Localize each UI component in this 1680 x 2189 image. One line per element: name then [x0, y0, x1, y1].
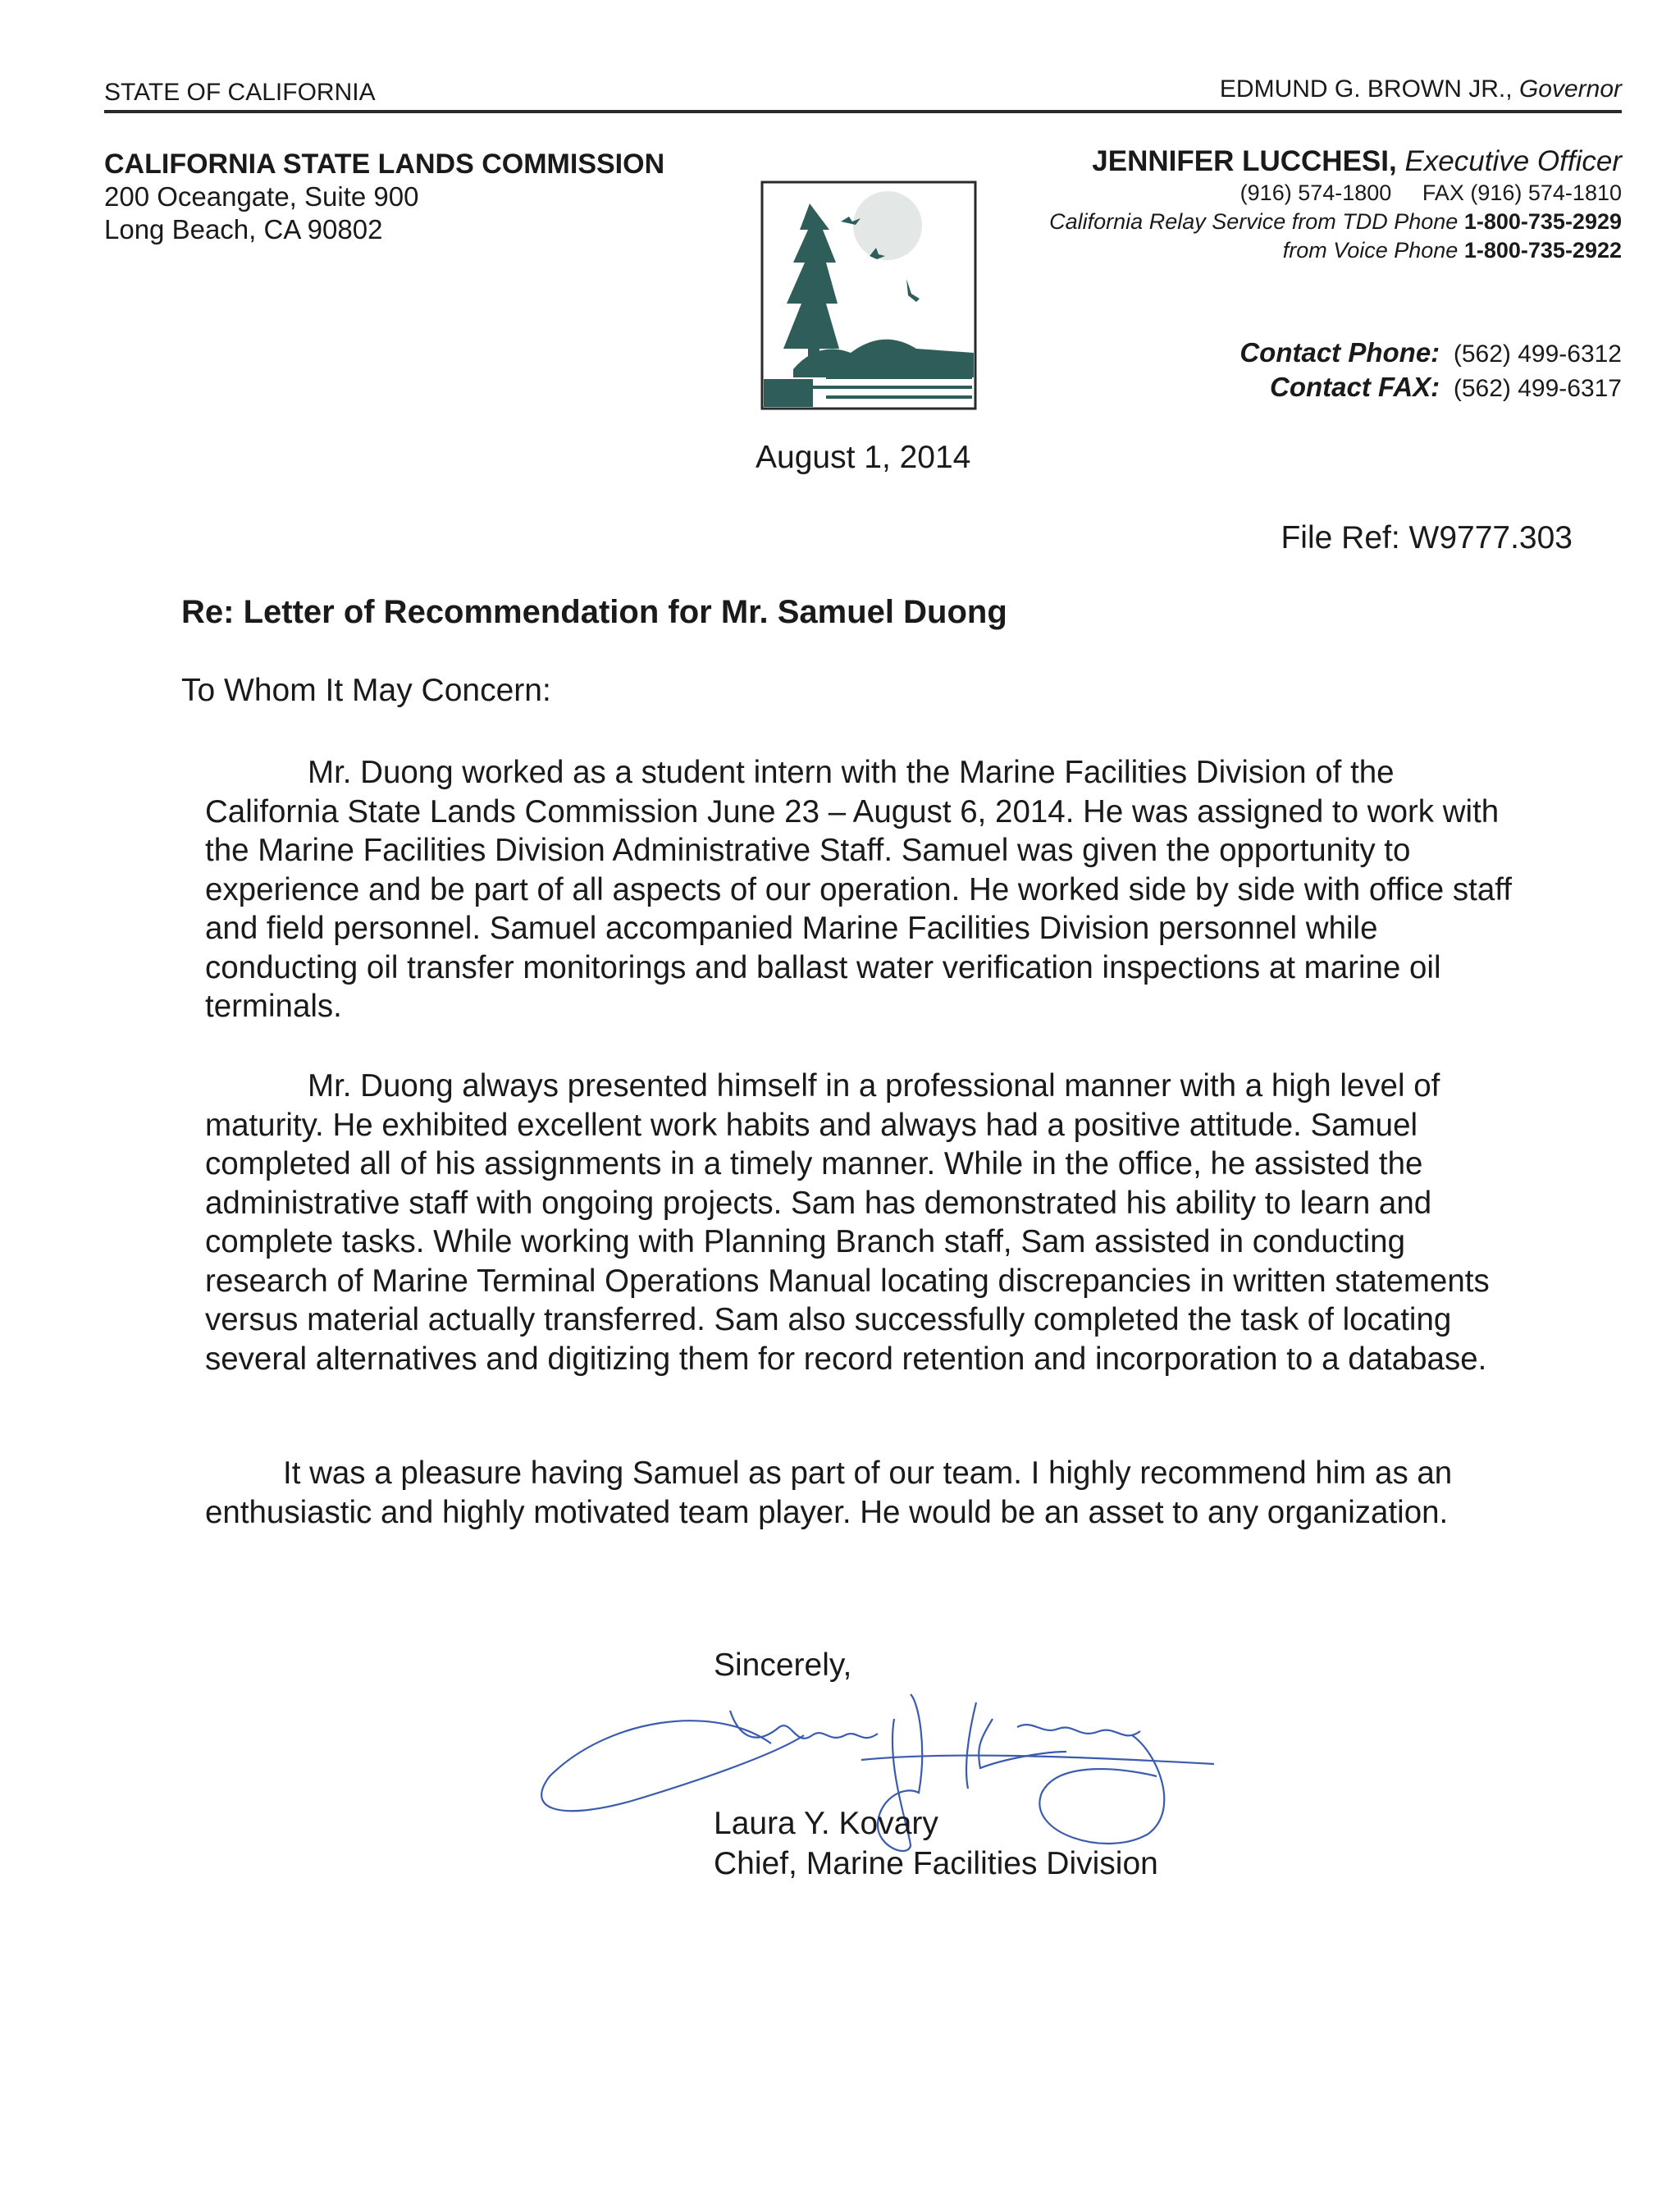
contact-fax: (562) 499-6317 — [1453, 375, 1622, 402]
contact-phone-label: Contact Phone: — [1239, 337, 1440, 368]
agency-name: CALIFORNIA STATE LANDS COMMISSION — [104, 149, 665, 180]
paragraph-1-text: Mr. Duong worked as a student intern with the Marine Facilities Division of the California State Lands Commission June 23 – August 6, 2014. He was assigned to work with the Marine Facilities Division Administrative Staff. Samuel was given the opportunity to experience and be part of all aspects of our operation. He worked side by side with office staff and field personnel. Samuel accompanied Marine Facilities Division personnel while conducting oil transfer monitorings and ballast water verification inspections at marine oil terminals. — [205, 755, 1512, 1024]
relay-tdd-line — [1049, 208, 1622, 236]
signature-stroke — [1017, 1725, 1140, 1735]
letter-closing: Sincerely, — [714, 1647, 852, 1683]
body-paragraph-1 — [205, 753, 1526, 1026]
agency-address-line2: Long Beach, CA 90802 — [104, 214, 383, 244]
state-label: STATE OF CALIFORNIA — [104, 79, 376, 106]
signer-block — [714, 1803, 1158, 1884]
signature-stroke — [541, 1721, 804, 1811]
signature-stroke — [966, 1702, 1066, 1789]
file-reference: File Ref: W9777.303 — [1281, 520, 1573, 555]
agency-address-line1: 200 Oceangate, Suite 900 — [104, 181, 419, 212]
contact-phone-line — [1239, 336, 1622, 371]
governor-name: EDMUND G. BROWN JR., — [1219, 75, 1513, 103]
logo-sun — [853, 191, 922, 260]
officer-title: Executive Officer — [1404, 145, 1622, 177]
executive-officer-block — [1049, 144, 1622, 265]
signer-title: Chief, Marine Facilities Division — [714, 1846, 1158, 1881]
officer-phone: (916) 574-1800 — [1239, 181, 1392, 205]
logo-foreground — [764, 379, 813, 407]
contact-fax-line — [1239, 371, 1622, 405]
contact-phone: (562) 499-6312 — [1453, 340, 1622, 368]
officer-phone-line — [1049, 179, 1622, 208]
header-rule — [104, 110, 1622, 113]
tdd-label: California Relay Service from TDD Phone — [1049, 209, 1459, 234]
contact-fax-label: Contact FAX: — [1270, 372, 1440, 402]
letter-salutation: To Whom It May Concern: — [181, 673, 551, 708]
voice-label: from Voice Phone — [1282, 238, 1459, 263]
letter-subject: Re: Letter of Recommendation for Mr. Samuel Duong — [181, 594, 1007, 630]
agency-block — [104, 148, 664, 246]
contact-block — [1239, 336, 1622, 405]
landscape-logo-icon — [760, 181, 977, 410]
signature-stroke — [861, 1756, 1214, 1764]
signer-name: Laura Y. Kovary — [714, 1806, 938, 1841]
letter-date: August 1, 2014 — [756, 440, 971, 475]
paragraph-3-text: It was a pleasure having Samuel as part of our team. I highly recommend him as an enthusiastic and highly motivated team player. He would be an asset to any organization. — [205, 1456, 1453, 1530]
relay-voice-line — [1049, 236, 1622, 265]
officer-name-line — [1049, 144, 1622, 179]
paragraph-2-text: Mr. Duong always presented himself in a professional manner with a high level of maturity. He exhibited excellent work habits and always had a positive attitude. Samuel completed all of his assignments in a timely manner. While in the office, he assisted the administrative staff with ongoing projects. Sam has demonstrated his ability to learn and complete tasks. While working with Planning Branch staff, Sam assisted in conducting research of Marine Terminal Operations Manual locating discrepancies in written statements versus material actually transferred. Sam also successfully completed the task of locating several alternatives and digitizing them for record retention and incorporation to a database. — [205, 1068, 1490, 1377]
body-paragraph-3 — [205, 1454, 1526, 1532]
governor-title: Governor — [1518, 75, 1622, 103]
governor-line — [1220, 75, 1622, 103]
voice-number: 1-800-735-2922 — [1463, 238, 1622, 263]
signature-stroke — [730, 1711, 878, 1739]
tdd-number: 1-800-735-2929 — [1463, 209, 1622, 234]
body-paragraph-2 — [205, 1067, 1526, 1378]
officer-name: JENNIFER LUCCHESI, — [1092, 145, 1397, 177]
officer-fax: FAX (916) 574-1810 — [1422, 181, 1622, 205]
